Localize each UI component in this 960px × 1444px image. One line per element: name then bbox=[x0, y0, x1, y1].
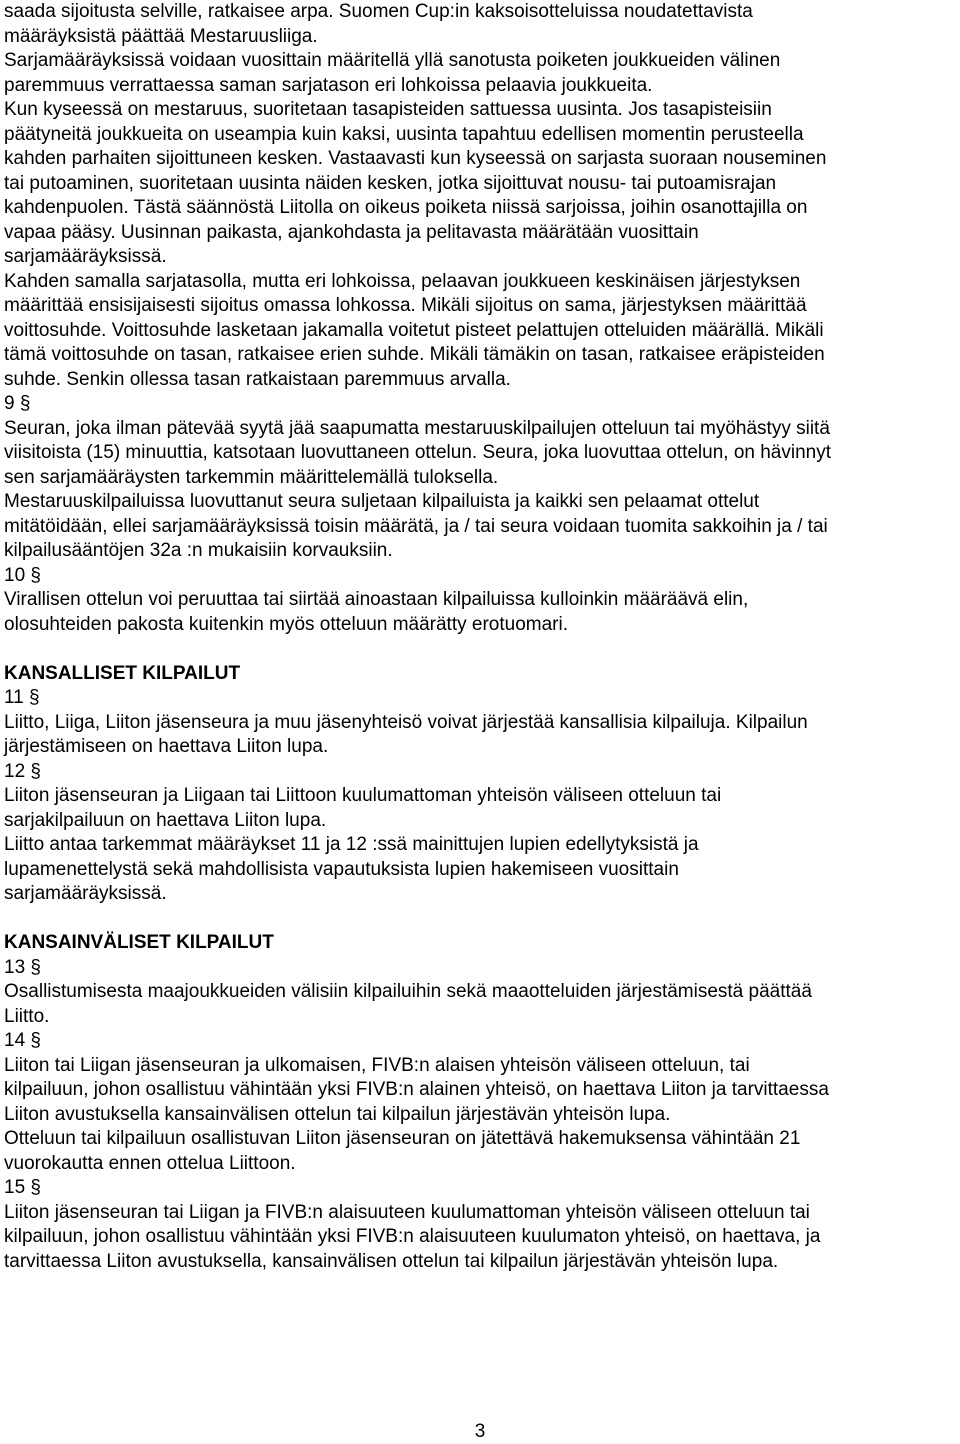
text-line: olosuhteiden pakosta kuitenkin myös otteluun määrätty erotuomari. bbox=[4, 613, 568, 635]
text-line: tämä voittosuhde on tasan, ratkaisee erien suhde. Mikäli tämäkin on tasan, ratkaisee eräpisteiden bbox=[4, 344, 825, 365]
text-line: vapaa pääsy. Uusinnan paikasta, ajankohdasta ja pelitavasta määrätään vuosittain bbox=[4, 221, 699, 243]
section-number: 12 § bbox=[4, 760, 41, 782]
section-number: 9 § bbox=[4, 393, 31, 414]
section-number: 15 § bbox=[4, 1177, 41, 1198]
text-line: sarjakilpailuun on haettava Liiton lupa. bbox=[4, 809, 327, 831]
text-line: Virallisen ottelun voi peruuttaa tai siirtää ainoastaan kilpailuissa kulloinkin määräävä elin, bbox=[4, 589, 749, 610]
section-heading-kansainvaliset: KANSAINVÄLISET KILPAILUT bbox=[4, 932, 274, 953]
text-line: kahdenpuolen. Tästä säännöstä Liitolla on oikeus poiketa niissä sarjoissa, joihin osanottajilla on bbox=[4, 197, 808, 218]
text-line: kahden parhaiten sijoittuneen kesken. Vastaavasti kun kyseessä on sarjasta suoraan nouseminen bbox=[4, 148, 827, 169]
section-number: 14 § bbox=[4, 1030, 41, 1051]
text-line: viisitoista (15) minuuttia, katsotaan luovuttaneen ottelun. Seura, joka luovuttaa ottelun, on hävinnyt bbox=[4, 442, 832, 463]
text-line: sarjamääräyksissä. bbox=[4, 883, 167, 904]
text-line: Kahden samalla sarjatasolla, mutta eri lohkoissa, pelaavan joukkueen keskinäisen järjestyksen bbox=[4, 270, 801, 292]
text-line: kilpailuun, johon osallistuu vähintään yksi FIVB:n alaisuuteen kuulumaton yhteisö, on haettava, ja bbox=[4, 1226, 821, 1247]
section-number: 11 § bbox=[4, 687, 40, 708]
text-line: tarvittaessa Liiton avustuksella, kansainvälisen ottelun tai kilpailun järjestävän yhteisön lupa. bbox=[4, 1250, 779, 1272]
text-line: Liitto, Liiga, Liiton jäsenseura ja muu jäsenyhteisö voivat järjestää kansallisia kilpailuja. Kilpailun bbox=[4, 711, 808, 733]
text-line: Liiton jäsenseuran ja Liigaan tai Liittoon kuulumattoman yhteisön väliseen otteluun tai bbox=[4, 785, 722, 806]
text-line: Liiton jäsenseuran tai Liigan ja FIVB:n alaisuuteen kuulumattoman yhteisön väliseen otteluun tai bbox=[4, 1201, 810, 1223]
text-line: Liitto antaa tarkemmat määräykset 11 ja 12 :ssä mainittujen lupien edellytyksistä ja bbox=[4, 834, 699, 855]
text-line: Kun kyseessä on mestaruus, suoritetaan tasapisteiden sattuessa uusinta. Jos tasapisteisiin bbox=[4, 99, 772, 120]
text-line: Osallistumisesta maajoukkueiden välisiin kilpailuihin sekä maaotteluiden järjestämisestä päättää bbox=[4, 981, 812, 1002]
text-line: Liitto. bbox=[4, 1005, 50, 1027]
text-line: määrittää ensisijaisesti sijoitus omassa lohkossa. Mikäli sijoitus on sama, järjestyksen määrittää bbox=[4, 295, 807, 316]
text-line: Seuran, joka ilman pätevää syytä jää saapumatta mestaruuskilpailujen otteluun tai myöhästyy siitä bbox=[4, 417, 830, 439]
blank-line bbox=[4, 907, 956, 932]
blank-line bbox=[4, 637, 956, 662]
section-number: 10 § bbox=[4, 564, 41, 586]
text-line: lupamenettelystä sekä mahdollisista vapautuksista lupien hakemiseen vuosittain bbox=[4, 858, 679, 880]
text-line: päätyneitä joukkueita on useampia kuin kaksi, uusinta tapahtuu edellisen momentin perusteella bbox=[4, 123, 804, 145]
document-page bbox=[4, 0, 956, 1274]
text-line: Sarjamääräyksissä voidaan vuosittain määritellä yllä sanotusta poiketen joukkueiden välinen bbox=[4, 50, 781, 71]
text-line: Otteluun tai kilpailuun osallistuvan Liiton jäsenseuran on jätettävä hakemuksensa vähintään 21 bbox=[4, 1128, 801, 1149]
section-number: 13 § bbox=[4, 956, 41, 978]
text-line: kilpailusääntöjen 32a :n mukaisiin korvauksiin. bbox=[4, 540, 393, 561]
text-line: paremmuus verrattaessa saman sarjatason eri lohkoissa pelaavia joukkueita. bbox=[4, 74, 653, 96]
page-number: 3 bbox=[474, 1421, 486, 1442]
text-line: kilpailuun, johon osallistuu vähintään yksi FIVB:n alainen yhteisö, on haettava Liiton ja tarvittaessa bbox=[4, 1079, 829, 1100]
text-line: vuorokautta ennen ottelua Liittoon. bbox=[4, 1152, 296, 1174]
text-line: sarjamääräyksissä. bbox=[4, 246, 167, 267]
text-line: määräyksistä päättää Mestaruusliiga. bbox=[4, 25, 318, 47]
text-line: saada sijoitusta selville, ratkaisee arpa. Suomen Cup:in kaksoisotteluissa noudatettavista bbox=[4, 1, 753, 22]
text-line: Liiton tai Liigan jäsenseuran ja ulkomaisen, FIVB:n alaisen yhteisön väliseen otteluun, tai bbox=[4, 1054, 750, 1076]
text-line: tai putoaminen, suoritetaan uusinta näiden kesken, jotka sijoittuvat nousu- tai putoamisrajan bbox=[4, 172, 777, 194]
text-line: Mestaruuskilpailuissa luovuttanut seura suljetaan kilpailuista ja kaikki sen pelaamat ottelut bbox=[4, 491, 760, 512]
text-line: mitätöidään, ellei sarjamääräyksissä toisin määrätä, ja / tai seura voidaan tuomita sakkoihin ja / tai bbox=[4, 515, 828, 537]
text-line: Liiton avustuksella kansainvälisen ottelun tai kilpailun järjestävän yhteisön lupa. bbox=[4, 1103, 671, 1125]
text-line: sen sarjamääräysten tarkemmin määrittelemällä tuloksella. bbox=[4, 466, 499, 488]
text-line: suhde. Senkin ollessa tasan ratkaistaan paremmuus arvalla. bbox=[4, 368, 511, 390]
text-line: voittosuhde. Voittosuhde lasketaan jakamalla voitetut pisteet pelattujen otteluiden määrällä. Mikäli bbox=[4, 319, 824, 341]
section-heading-kansalliset: KANSALLISET KILPAILUT bbox=[4, 662, 241, 684]
text-line: järjestämiseen on haettava Liiton lupa. bbox=[4, 736, 329, 757]
